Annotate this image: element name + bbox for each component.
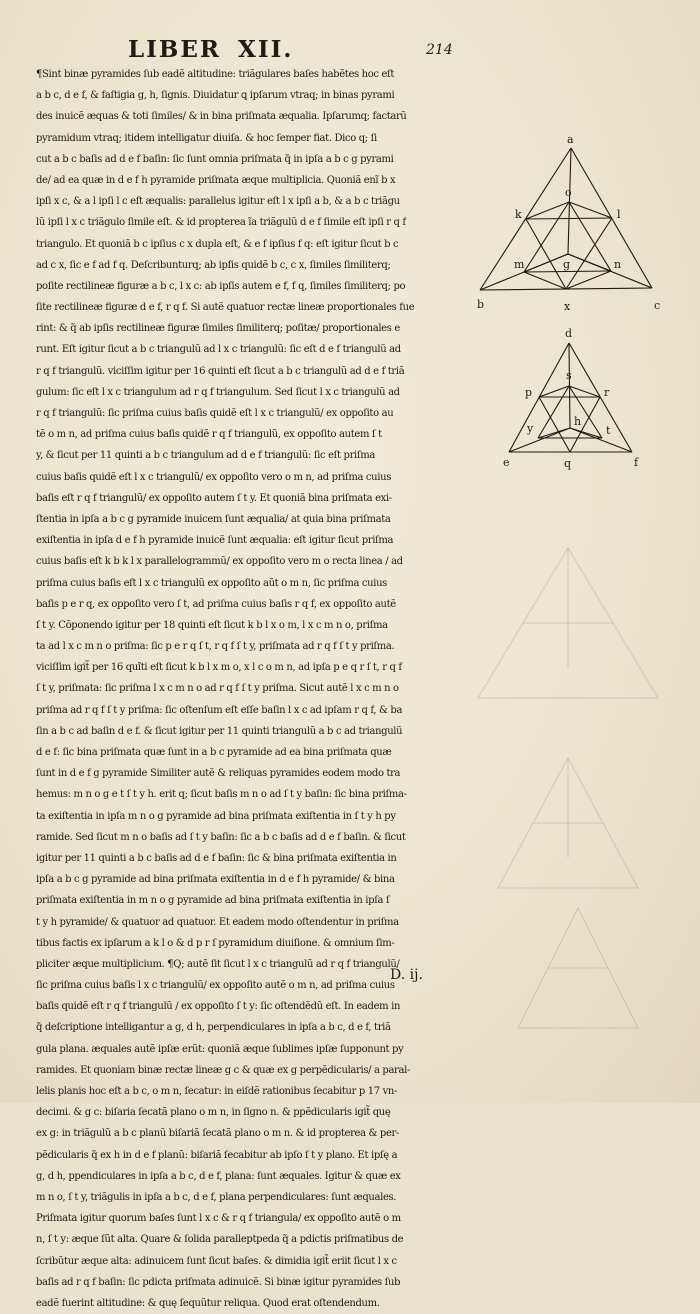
text-line: g, d h, ppendiculares in ipſa a b c, d e f, plana: ſunt æquales. Igitur & quæ ex (36, 1170, 401, 1182)
text-line: viciſſim igit̃ per 16 quĩti eſt ſicut k b l x m o, x l c o m n, ad ipſa p e q r ſ t, r q f (36, 662, 402, 674)
text-line: cuius baſis eſt k b k l x parallelogrammũ/ ex oppoſito vero m o recta linea / ad (36, 556, 403, 568)
figure2-label: p (525, 386, 533, 399)
text-line: baſis p e r q, ex oppoſito vero ſ t, ad priſma cuius baſis r q f, ex oppoſito autẽ (36, 598, 396, 610)
text-line: triangulo. Et quoniã b c ipſius c x dupla eſt, & e f ipſius f q: eſt igitur ſicut b c (36, 238, 399, 250)
text-line: ſin a b c ad baſin d e f. & ſicut igitur per 11 quinti triangulũ a b c ad triangulũ (36, 725, 403, 737)
text-line: exiſtentia in ipſa d e f h pyramide inuicẽ ſunt æqualia: eſt igitur ſicut priſma (36, 535, 394, 547)
pyramid-figure-1 (468, 128, 690, 328)
show-through-figures (468, 508, 690, 1068)
text-line: poſite rectilineæ figuræ a b c, l x c: ab ipſis autem e f, f q, ſimiles ſimiliterq; po (36, 280, 406, 292)
text-line: des inuicẽ æquas & toti ſimiles/ & in bina priſmata æqualia. Ipſarumq; factarũ (36, 111, 407, 123)
text-line: cut a b c baſis ad d e f baſin: ſic ſunt omnia priſmata q̃ in ipſa a b c g pyrami (36, 153, 394, 165)
text-line: ſite rectilineæ figuræ d e f, r q f. Si autẽ quatuor rectæ lineæ proportionales fue (36, 302, 415, 314)
text-line: ſ t y, priſmata: ſic priſma l x c m n o ad r q f ſ t y priſma. Sicut autẽ l x c m n o (36, 683, 399, 695)
text-line: a b c, d e f, & faſtigia g, h, ſignis. Diuidatur ꝗ ipſarum vtraq; in binas pyrami (36, 90, 395, 102)
text-line: baſis ad r q f baſin: ſic pdicta priſmata adinuicẽ. Si binæ igitur pyramides ſub (36, 1276, 401, 1288)
text-line: ſcribũtur æque alta: adinuicem ſunt ſicut baſes. & dimidia igit̃ eriit ſicut l x c (36, 1255, 397, 1267)
text-line: gulum: ſic eſt l x c triangulum ad r q f triangulum. Sed ſicut l x c triangulũ ad (36, 386, 400, 398)
text-line: rint: & q̃ ab ipſis rectilineæ figuræ ſimiles ſimiliterq; poſitæ/ proportionales e (36, 323, 400, 335)
figure1-label: x (564, 300, 571, 313)
figure-column (468, 128, 690, 1088)
text-line: ſtentia in ipſa a b c g pyramide inuicem ſunt æqualia/ at quia bina priſmata (36, 513, 391, 525)
figure2-label: d (565, 327, 573, 340)
figure2-label: e (503, 456, 510, 469)
text-line: tẽ o m n, ad priſma cuius baſis quidẽ r q f triangulũ, ex oppoſito autem ſ t (36, 429, 382, 441)
text-line: ſic priſma cuius baſis l x c triangulũ/ ex oppoſito autẽ o m n, ad priſma cuius (36, 980, 395, 992)
figure1-label: m (514, 258, 525, 271)
signature-mark: D. ij. (390, 967, 423, 983)
text-line: ex g: in triãgulũ a b c planũ biſariã ſecatã plano o m n. & id propterea & per- (36, 1128, 399, 1140)
text-line: ipſi x c, & a l ipſi l c eſt æqualis: parallelus igitur eſt l x ipſi a b, & a b c triãgu (36, 196, 400, 208)
text-line: decimi. & g c: biſaria ſecatã plano o m n, in ſigno n. & ppẽdicularis igit̃ quę (36, 1107, 391, 1119)
text-line: r q f triangulũ. viciſſim igitur per 16 quinti eſt ſicut a b c triangulũ ad d e f triã (36, 365, 405, 377)
folio-number: 214 (426, 42, 453, 58)
text-line: priſma ad r q f ſ t y priſma: ſic oſtenſum eſt eſſe baſin l x c ad ipſam r q f, & ba (36, 704, 403, 716)
text-line: Priſmata igitur quorum baſes ſunt l x c & r q f triangula/ ex oppoſito autẽ o m (36, 1213, 401, 1225)
text-line: pliciter æque multiplicium. ¶Q; autẽ ſit ſicut l x c triangulũ ad r q f triangulũ/ (36, 958, 400, 970)
figure2-label: f (634, 456, 639, 469)
text-line: ipſa a b c g pyramide ad bina priſmata exiſtentia in d e f h pyramide/ & bina (36, 874, 395, 886)
text-line: baſis quidẽ eſt r q f triangulũ / ex oppoſito ſ t y: ſic oſtendẽdũ eſt. In eadem in (36, 1001, 401, 1013)
text-line: m n o, ſ t y, triãgulis in ipſa a b c, d e f, plana perpendiculares: ſunt æquales. (36, 1191, 397, 1203)
text-line: tibus factis ex ipſarum a k l o & d p r ſ pyramidum diuiſione. & omnium ſim- (36, 937, 395, 949)
figure1-label: k (515, 208, 522, 221)
text-line: pẽdicularis q̃ ex h in d e f planũ: biſariã ſecabitur ab ipſo ſ t y plano. Et ipſę a (36, 1149, 398, 1161)
text-line: n, ſ t y: æque ſũt alta. Quare & ſolida paralleptpeda q̃ a pdictis priſmatibus de (36, 1234, 404, 1246)
pyramid-figure-2 (468, 324, 690, 489)
text-line: ¶Sint binæ pyramides ſub eadẽ altitudine: triãgulares baſes habẽtes hoc eſt (36, 69, 395, 80)
text-line: ramides. Et quoniam binæ rectæ lineæ g c & quæ ex g perpẽdicularis/ a paral- (36, 1064, 410, 1076)
figure2-label: r (604, 386, 610, 399)
figure1-label: b (477, 298, 485, 311)
figure2-label: s (566, 369, 572, 382)
figure2-label: y (527, 422, 534, 435)
text-line: eadẽ fuerint altitudine: & quę ſequũtur reliqua. Quod erat oſtendendum. (36, 1297, 380, 1309)
text-line: ſunt in d e f g pyramide Similiter autẽ & reliquas pyramides eodem modo tra (36, 768, 401, 780)
text-line: igitur per 11 quinti a b c baſis ad d e f baſin: ſic & bina priſmata exiſtentia in (36, 852, 397, 864)
text-line: priſma cuius baſis eſt l x c triangulũ ex oppoſito aũt o m n, ſic priſma cuius (36, 577, 387, 589)
text-line: lũ ipſi l x c triãgulo ſimile eſt. & id propterea ĩa triãgulũ d e f ſimile eſt ipſi r q f (36, 217, 406, 229)
header-book-number: XII. (238, 36, 294, 63)
text-line: ad c x, ſic e f ad f q. Deſcribunturq; ab ipſis quidẽ b c, c x, ſimiles ſimiliterq; (36, 259, 391, 271)
text-line: priſmata exiſtentia in m n o g pyramide ad bina priſmata exiſtentia in ipſa ſ (36, 895, 390, 907)
text-line: ta exiſtentia in ipſa m n o g pyramide ad bina priſmata exiſtentia in ſ t y h py (36, 810, 396, 822)
text-line: ta ad l x c m n o priſma: ſic p e r q ſ t, r q f ſ t y, priſmata ad r q f ſ t y priſma. (36, 641, 395, 653)
text-line: baſis eſt r q f triangulũ/ ex oppoſito autem ſ t y. Et quoniã bina priſmata exi- (36, 492, 392, 504)
figure1-label: n (614, 258, 622, 271)
figure1-label: a (567, 133, 574, 146)
figure2-label: h (574, 415, 582, 428)
text-line: runt. Eſt igitur ſicut a b c triangulũ ad l x c triangulũ: ſic eſt d e f triangulũ ad (36, 344, 401, 356)
figure2-label: t (606, 424, 611, 437)
text-line: de/ ad ea quæ in d e f h pyramide priſmata æque multiplicia. Quoniã enĩ b x (36, 174, 396, 186)
body-text (36, 64, 464, 1314)
figure2-label: q (564, 457, 572, 470)
text-line: d e f: ſic bina priſmata quæ ſunt in a b c pyramide ad ea bina priſmata quæ (36, 747, 392, 758)
text-line: y, & ſicut per 11 quinti a b c triangulum ad d e f triangulũ: ſic eſt priſma (36, 450, 375, 462)
text-line: ſ t y. Cõponendo igitur per 18 quinti eſt ſicut k b l x o m, l x c m n o, priſma (36, 619, 388, 631)
running-header (128, 36, 488, 66)
text-line: t y h pyramide/ & quatuor ad quatuor. Et eadem modo oſtendentur in priſma (36, 916, 399, 928)
text-line: cuius baſis quidẽ eſt l x c triangulũ/ ex oppoſito vero o m n, ad priſma cuius (36, 471, 391, 483)
text-line: pyramidum vtraq; itidem intelligatur diuiſa. & hoc ſemper fiat. Dico q; ſi (36, 132, 377, 144)
text-line: hemus: m n o g e t ſ t y h. erit q; ſicut baſis m n o ad ſ t y baſin: ſic bina priſma- (36, 789, 407, 801)
figure1-label: c (654, 299, 661, 312)
figure1-label: g (563, 258, 571, 271)
figure1-label: o (565, 186, 572, 199)
header-title: LIBER (128, 36, 222, 63)
text-line: lelis planis hoc eſt a b c, o m n, ſecatur: in eiſdẽ rationibus ſecabitur p 17 vn- (36, 1086, 398, 1097)
figure1-label: l (617, 208, 621, 221)
text-line: r q f triangulũ: ſic priſma cuius baſis quidẽ eſt l x c triangulũ/ ex oppoſito au (36, 408, 394, 419)
text-line: gula plana. æquales autẽ ipſæ erũt: quoniã æque ſublimes ipſæ ſupponunt py (36, 1043, 404, 1055)
text-line: q̃ deſcriptione intelligantur a g, d h, perpendiculares in ipſa a b c, d e f, triã (36, 1022, 391, 1034)
text-line: ramide. Sed ſicut m n o baſis ad ſ t y baſin: ſic a b c baſis ad d e f baſin. & ſicut (36, 831, 406, 843)
